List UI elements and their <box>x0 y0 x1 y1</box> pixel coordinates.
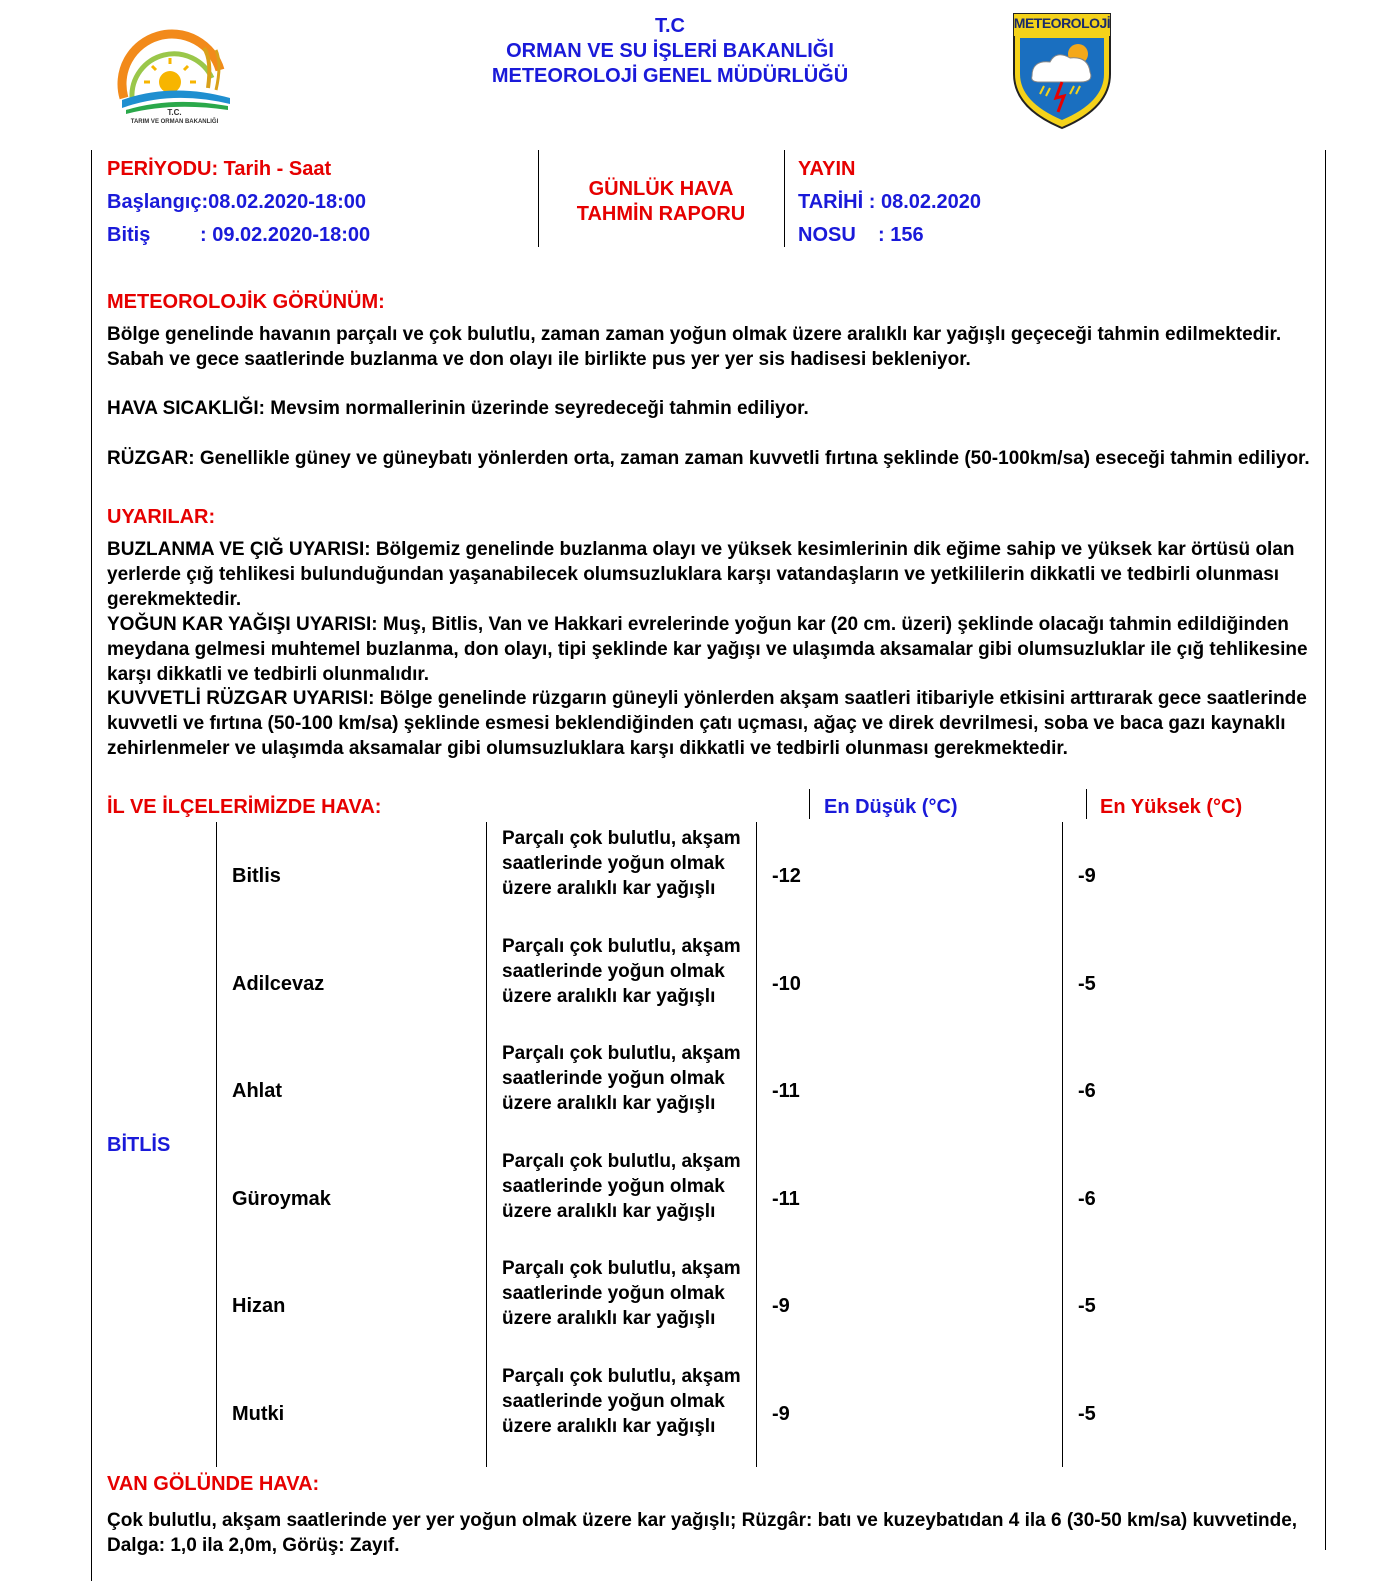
max-temp: -6 <box>1078 1187 1096 1210</box>
meteorology-logo-text: METEOROLOJİ <box>1013 15 1111 31</box>
district-name: Bitlis <box>232 865 281 887</box>
col-high-divider <box>1086 789 1087 819</box>
col-low-divider <box>809 789 810 819</box>
table-row <box>0 1037 1400 1144</box>
district-forecast: Parçalı çok bulutlu, akşam saatlerinde yoğun olmak üzere aralıklı kar yağışlı <box>502 1365 741 1437</box>
district-name: Mutki <box>232 1402 285 1425</box>
district-name: Güroymak <box>232 1187 331 1210</box>
max-temp: -9 <box>1078 865 1096 887</box>
district-forecast: Parçalı çok bulutlu, akşam saatlerinde yoğun olmak üzere aralıklı kar yağışlı <box>502 828 741 899</box>
district-name: Adilcevaz <box>232 972 325 995</box>
header-divider-left <box>538 150 539 247</box>
snow-warning: YOĞUN KAR YAĞIŞI UYARISI: Muş, Bitlis, Van ve Hakkari evrelerinde yoğun kar (20 cm. üzeri) şeklinde olacağı tahmin edildiğinden meydana gelmesi muhtemel buzlanma, don olayı, tipi şeklinde kar yağışı ve ulaşımda aksamalar gibi olumsuzluklar ile çığ tehlikesine karşı dikkatli ve tedbirli olunmalıdır. <box>107 614 1308 685</box>
min-temp: -9 <box>772 1402 790 1425</box>
table-row <box>0 1360 1400 1467</box>
max-temp: -5 <box>1078 1295 1096 1317</box>
district-name: Hizan <box>232 1295 286 1317</box>
publication-number: NOSU : 156 <box>798 224 924 246</box>
district-forecast: Parçalı çok bulutlu, akşam saatlerinde yoğun olmak üzere aralıklı kar yağışlı <box>502 1258 741 1329</box>
report-title-line1: GÜNLÜK HAVA <box>588 178 734 200</box>
outlook-heading: METEOROLOJİK GÖRÜNÜM: <box>107 291 385 313</box>
period-label: PERİYODU: Tarih - Saat <box>107 158 332 180</box>
col-low-header: En Düşük (°C) <box>824 796 958 818</box>
warnings-heading: UYARILAR: <box>107 506 216 528</box>
meteorology-logo <box>1010 12 1114 130</box>
period-start: Başlangıç:08.02.2020-18:00 <box>107 191 367 213</box>
district-forecast: Parçalı çok bulutlu, akşam saatlerinde yoğun olmak üzere aralıklı kar yağışlı <box>502 935 741 1007</box>
max-temp: -5 <box>1078 972 1096 995</box>
min-temp: -11 <box>772 1080 800 1102</box>
outlook-text: Bölge genelinde havanın parçalı ve çok bulutlu, zaman zaman yoğun olmak üzere aralıklı kar yağışlı geçeceği tahmin edilmektedir. Sabah ve gece saatlerinde buzlanma ve don olayı ile birlikte pus yer yer sis hadisesi bekleniyor. <box>107 324 1282 370</box>
min-temp: -12 <box>772 865 801 887</box>
publication-date: TARİHİ : 08.02.2020 <box>798 191 982 213</box>
period-end-label: Bitiş <box>107 224 151 246</box>
max-temp: -5 <box>1078 1402 1096 1425</box>
max-temp: -6 <box>1078 1080 1096 1102</box>
wind-text: RÜZGAR: Genellikle güney ve güneybatı yönlerden orta, zaman zaman kuvvetli fırtına şeklinde (50-100km/sa) eseceği tahmin ediliyor. <box>107 448 1310 469</box>
col-high-header: En Yüksek (°C) <box>1100 796 1243 818</box>
logo-caption: TARIM VE ORMAN BAKANLIĞI <box>130 119 219 125</box>
district-forecast: Parçalı çok bulutlu, akşam saatlerinde yoğun olmak üzere aralıklı kar yağışlı <box>502 1043 741 1114</box>
table-heading: İL VE İLÇELERİMİZDE HAVA: <box>107 796 382 818</box>
header-divider-right <box>784 150 785 247</box>
logo-caption-tc: T.C. <box>167 108 182 117</box>
temperature-text: HAVA SICAKLIĞI: Mevsim normallerinin üzerinde seyredeceği tahmin ediliyor. <box>107 398 809 419</box>
table-row <box>0 930 1400 1037</box>
header-ministry: ORMAN VE SU İŞLERİ BAKANLIĞI <box>506 40 834 62</box>
district-name: Ahlat <box>232 1080 282 1102</box>
table-row <box>0 1145 1400 1252</box>
period-end-value: : 09.02.2020-18:00 <box>200 224 371 246</box>
min-temp: -9 <box>772 1295 790 1317</box>
ministry-logo <box>112 20 237 132</box>
lake-heading: VAN GÖLÜNDE HAVA: <box>107 1473 320 1495</box>
report-title-line2: TAHMİN RAPORU <box>576 203 746 225</box>
header-tc: T.C <box>655 15 685 37</box>
district-forecast: Parçalı çok bulutlu, akşam saatlerinde yoğun olmak üzere aralıklı kar yağışlı <box>502 1150 741 1222</box>
table-row <box>0 822 1400 929</box>
lake-text: Çok bulutlu, akşam saatlerinde yer yer yoğun olmak üzere kar yağışlı; Rüzgâr: batı ve kuzeybatıdan 4 ila 6 (30-50 km/sa) kuvvetinde, Dalga: 1,0 ila 2,0m, Görüş: Zayıf. <box>107 1510 1298 1556</box>
ice-warning: BUZLANMA VE ÇIĞ UYARISI: Bölgemiz genelinde buzlanma olayı ve yüksek kesimlerinin dik eğime sahip ve yüksek kar örtüsü olan yerlerde çığ tehlikesi bulunduğundan yaşanabilecek olumsuzluklara karşı vatandaşların ve yetkililerin dikkatli ve tedbirli olunması gerekmektedir. <box>107 539 1295 610</box>
min-temp: -11 <box>772 1187 800 1210</box>
header-directorate: METEOROLOJİ GENEL MÜDÜRLÜĞÜ <box>491 65 849 87</box>
table-row <box>0 1252 1400 1359</box>
province-label: BİTLİS <box>107 1134 171 1156</box>
report-title <box>545 177 777 227</box>
wind-warning: KUVVETLİ RÜZGAR UYARISI: Bölge genelinde rüzgarın güneyli yönlerden akşam saatleri itibariyle etkisini arttırarak gece saatlerinde kuvvetli ve fırtına (50-100 km/sa) şeklinde esmesi beklendiğinden çatı uçması, ağaç ve direk devrilmesi, soba ve baca gazı kaynaklı zehirlenmeler ve ulaşımda aksamalar gibi olumsuzluklara karşı dikkatli ve tedbirli olunması gerekmektedir. <box>107 688 1307 759</box>
min-temp: -10 <box>772 972 801 995</box>
publication-label: YAYIN <box>798 158 856 180</box>
